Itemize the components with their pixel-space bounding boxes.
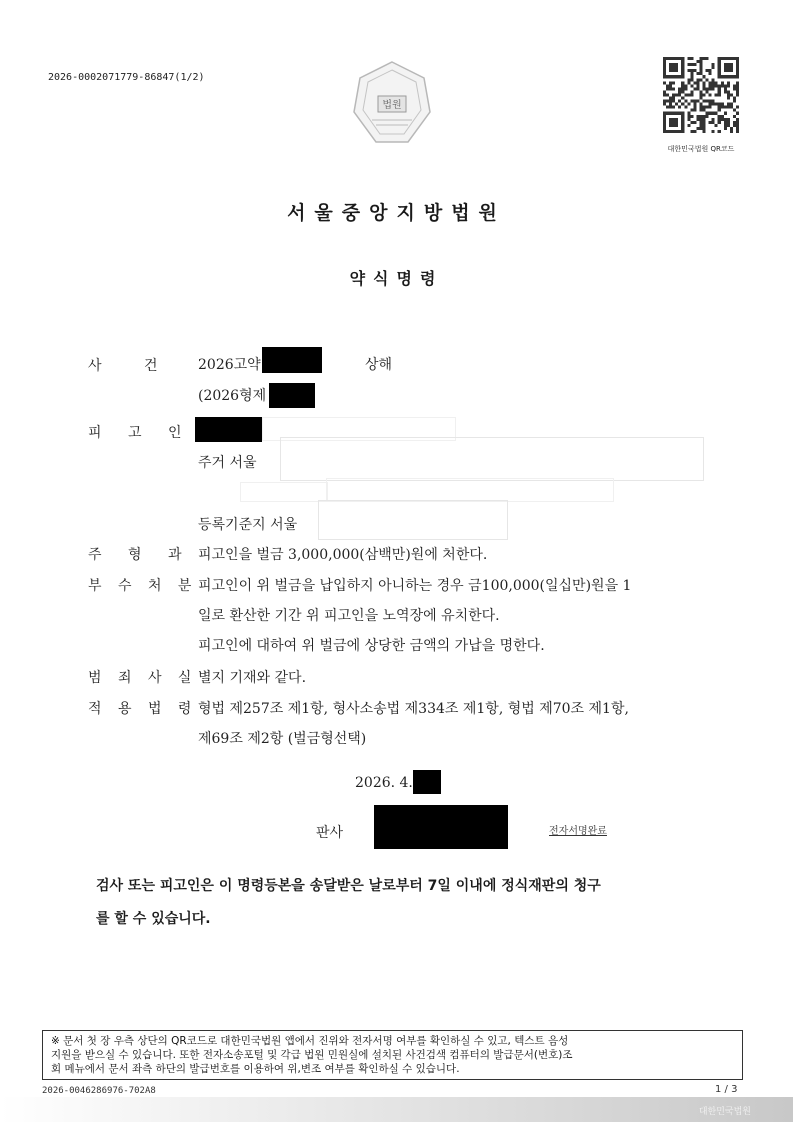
defendant-label: 피 고 인 — [88, 425, 182, 441]
page-number: 1 / 3 — [715, 1084, 738, 1095]
footer-band — [0, 1097, 793, 1122]
redaction — [269, 383, 315, 408]
emblem-text: 법원 — [382, 100, 402, 111]
ancillary-line: 피고인이 위 벌금을 납입하지 아니하는 경우 금100,000(일십만)원을 1 — [198, 578, 632, 594]
redaction — [413, 770, 441, 794]
document-id: 2026-0002071779-86847(1/2) — [48, 72, 205, 83]
faint-field — [318, 500, 508, 540]
ancillary-line: 일로 환산한 기간 위 피고인을 노역장에 유치한다. — [198, 608, 500, 624]
judge-label: 판사 — [316, 825, 344, 841]
facts-text: 별지 기재와 같다. — [198, 670, 307, 686]
qr-caption: 대한민국법원 QR코드 — [667, 145, 735, 153]
laws-label: 적 용 법 령 — [88, 701, 198, 717]
registry-label: 등록기준지 서울 — [198, 517, 298, 533]
redaction — [374, 805, 508, 849]
laws-line: 형법 제257조 제1항, 형사소송법 제334조 제1항, 형법 제70조 제1항, — [198, 701, 629, 717]
laws-line: 제69조 제2항 (벌금형선택) — [198, 731, 367, 747]
redaction — [195, 417, 262, 442]
issue-number: 2026-0046286976-702A8 — [42, 1086, 156, 1096]
case-charge: 상해 — [365, 357, 393, 373]
address-label: 주거 서울 — [198, 455, 257, 471]
case-label: 사 건 — [88, 358, 158, 374]
redaction — [262, 347, 322, 373]
case-number: 2026고약 — [198, 357, 261, 373]
appeal-notice — [96, 870, 716, 936]
faint-field — [240, 482, 328, 502]
court-emblem — [352, 60, 432, 146]
footer-line: ※ 문서 첫 장 우측 상단의 QR코드로 대한민국법원 앱에서 진위와 전자서명 여부를 확인하실 수 있고, 텍스트 음성 — [51, 1035, 569, 1047]
court-name: 서울중앙지방법원 — [287, 202, 506, 224]
faint-field — [326, 478, 614, 502]
sentence-text: 피고인을 벌금 3,000,000(삼백만)원에 처한다. — [198, 547, 488, 563]
ancillary-label: 부 수 처 분 — [88, 578, 198, 594]
sentence-label: 주 형 과 — [88, 547, 182, 563]
order-date: 2026. 4. — [355, 775, 413, 791]
ancillary-line: 피고인에 대하여 위 벌금에 상당한 금액의 가납을 명한다. — [198, 638, 545, 654]
qr-code-icon[interactable] — [663, 57, 739, 133]
document-title: 약식명령 — [349, 269, 444, 288]
footer-line: 회 메뉴에서 문서 좌측 하단의 발급번호를 이용하여 위,변조 여부를 확인하실 수 있습니다. — [51, 1063, 460, 1075]
verification-notice-box — [42, 1030, 743, 1080]
notice-line: 를 할 수 있습니다. — [96, 911, 211, 927]
case-ref: (2026형제 — [198, 388, 267, 404]
footer-band-text: 대한민국법원 — [698, 1107, 751, 1117]
facts-label: 범 죄 사 실 — [88, 670, 198, 686]
esign-status: 전자서명완료 — [549, 826, 607, 837]
notice-line: 검사 또는 피고인은 이 명령등본을 송달받은 날로부터 7일 이내에 정식재판의 청구 — [96, 878, 601, 894]
footer-line: 지원을 받으실 수 있습니다. 또한 전자소송포털 및 각급 법원 민원실에 설치된 사건검색 컴퓨터의 발급문서(번호)조 — [51, 1049, 573, 1061]
faint-field — [280, 437, 704, 481]
